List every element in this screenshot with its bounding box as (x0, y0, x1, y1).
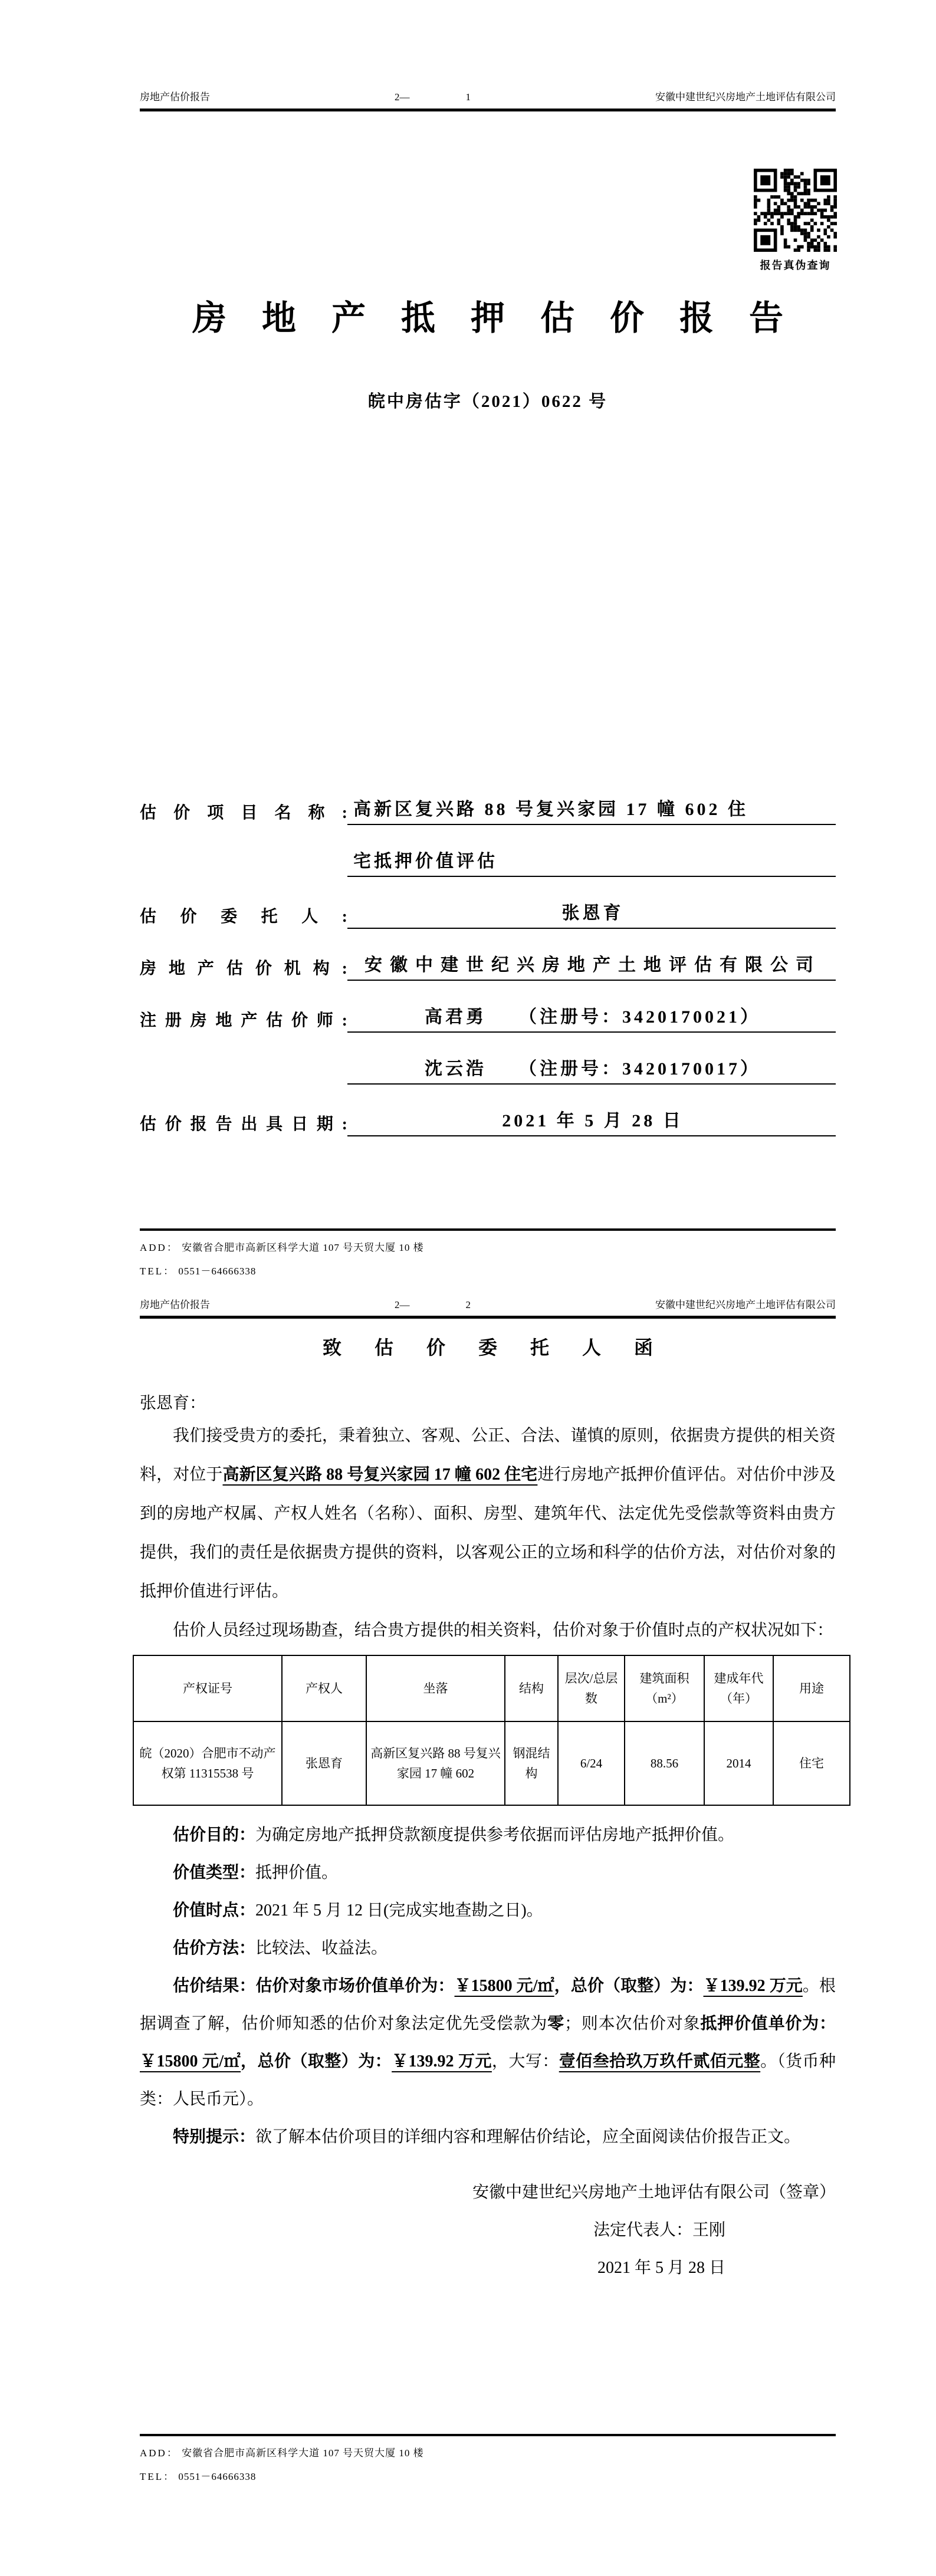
result-s5: 抵押价值单价为： (700, 2015, 836, 2033)
result-s4: ；则本次估价对象 (564, 2015, 701, 2033)
value-date-label: 价值时点： (173, 1901, 256, 1920)
value-date-text: 2021 年 5 月 12 日(完成实地查勘之日)。 (255, 1901, 543, 1920)
header-rule (140, 1316, 836, 1319)
total-price-market: ￥139.92 万元 (703, 1977, 803, 1995)
address-label: ADD： (140, 1242, 179, 1253)
header-company-name: 安徽中建世纪兴房地产土地评估有限公司 (655, 91, 836, 103)
footer-address: 安徽省合肥市高新区科学大道 107 号天贸大厦 10 楼 (182, 2447, 424, 2459)
footer-address-line (140, 2442, 836, 2465)
paragraph-survey: 估价人员经过现场勘查，结合贵方提供的相关资料，估价对象于价值时点的产权状况如下： (173, 1621, 834, 1639)
phone-label: TEL： (140, 1266, 176, 1277)
legal-representative: 法定代表人：王刚 (593, 2221, 725, 2239)
form-row-issue-date (140, 1109, 836, 1136)
header-report-type: 房地产估价报告 (140, 1299, 210, 1310)
footer-rule (140, 1228, 836, 1231)
cell-certificate-no: 皖（2020）合肥市不动产权第 11315538 号 (133, 1721, 282, 1805)
footer-phone: 0551－64666338 (178, 1266, 257, 1277)
page1-footer (140, 1236, 836, 1283)
purpose-item (140, 1816, 836, 1854)
client-label: 估价委托人: (140, 908, 347, 926)
table-row (133, 1721, 850, 1805)
col-year-built: 建成年代（年） (704, 1655, 773, 1721)
page-number: 2 (465, 1299, 471, 1310)
page-total-prefix: 2— (395, 91, 410, 103)
col-certificate-no: 产权证号 (133, 1655, 282, 1721)
value-type-text: 抵押价值。 (255, 1864, 339, 1882)
result-label: 估价结果： (173, 1977, 256, 1995)
total-price-mortgage: ￥139.92 万元 (392, 2052, 492, 2071)
footer-phone-line (140, 1260, 836, 1283)
project-name-value-line2: 宅抵押价值评估 (347, 849, 836, 877)
form-row-project-name (140, 797, 836, 825)
agency-value: 安徽中建世纪兴房地产土地评估有限公司 (347, 953, 836, 981)
result-s2: ，总价（取整）为： (554, 1977, 704, 1995)
qr-block (754, 169, 837, 272)
col-floor: 层次/总层数 (558, 1655, 625, 1721)
result-s7: ，大写： (491, 2052, 559, 2071)
letter-to-client (140, 1323, 836, 2287)
client-value: 张恩育 (347, 901, 836, 929)
notice-item (140, 2118, 836, 2156)
col-owner: 产权人 (282, 1655, 366, 1721)
result-s8: 。（货币种类：人民币元）。 (140, 2052, 836, 2108)
agency-label: 房地产估价机构: (140, 960, 347, 978)
form-row-agency (140, 953, 836, 981)
page-indicator (395, 1299, 471, 1311)
property-table (133, 1655, 850, 1806)
value-type-item (140, 1854, 836, 1892)
cell-year-built: 2014 (704, 1721, 773, 1805)
project-name-label: 估价项目名称: (140, 804, 347, 822)
page-total-prefix: 2— (395, 1299, 410, 1310)
zero-priority-payment: 零 (547, 2015, 564, 2033)
amount-in-words: 壹佰叁拾玖万玖仟贰佰元整 (559, 2052, 761, 2071)
p1-property-address: 高新区复兴路 88 号复兴家园 17 幢 602 住宅 (222, 1466, 538, 1484)
method-text: 比较法、收益法。 (255, 1939, 388, 1957)
purpose-label: 估价目的： (173, 1826, 256, 1844)
result-item (140, 1967, 836, 2118)
header-rule (140, 109, 836, 111)
appraiser-1-value: 高君勇 （注册号：3420170021） (347, 1005, 836, 1033)
col-structure: 结构 (505, 1655, 558, 1721)
salutation: 张恩育： (140, 1394, 206, 1412)
letter-title: 致估价委托人函 (322, 1337, 686, 1358)
cell-owner: 张恩育 (282, 1721, 366, 1805)
form-row-appraiser-2 (140, 1057, 836, 1085)
qr-caption: 报告真伪查询 (760, 259, 831, 271)
page-indicator (395, 91, 471, 103)
page2-footer (140, 2442, 836, 2489)
valuation-items (140, 1816, 836, 2156)
signature-company: 安徽中建世纪兴房地产土地评估有限公司（签章） (472, 2183, 836, 2202)
form-row-client (140, 901, 836, 929)
signature-date: 2021 年 5 月 28 日 (597, 2259, 725, 2277)
notice-text: 欲了解本估价项目的详细内容和理解估价结论，应全面阅读估价报告正文。 (255, 2128, 801, 2146)
header-company-name: 安徽中建世纪兴房地产土地评估有限公司 (655, 1299, 836, 1310)
form-row-project-name-cont (140, 849, 836, 877)
result-s3: 。根据调查了解，估价师知悉的估价对象法定优先受偿款为 (140, 1977, 836, 2033)
footer-rule (140, 2434, 836, 2436)
unit-price-mortgage: ￥15800 元/㎡ (140, 2052, 241, 2071)
footer-address-line (140, 1236, 836, 1260)
appraiser-label: 注册房地产估价师: (140, 1011, 347, 1030)
cell-use: 住宅 (773, 1721, 850, 1805)
qr-code (754, 169, 837, 252)
cell-floor: 6/24 (558, 1721, 625, 1805)
notice-label: 特别提示： (173, 2128, 256, 2146)
page1-running-header (140, 88, 836, 103)
p1-post: 进行房地产抵押价值评估。对估价中涉及到的房地产权属、产权人姓名（名称）、面积、房型、建筑年代、法定优先受偿款等资料由贵方提供，我们的责任是依据贵方提供的资料，以客观公正的立场和科学的估价方法，对估价对象的抵押价值进行评估。 (140, 1466, 836, 1601)
cell-structure: 钢混结构 (505, 1721, 558, 1805)
issue-date-value: 2021 年 5 月 28 日 (347, 1109, 836, 1136)
form-row-appraiser-1 (140, 1005, 836, 1033)
p1-pre: 我们接受贵方的委托，秉着独立、客观、公正、合法、谨慎的原则，依据贵方提供的相关资料，对位于 (140, 1427, 836, 1484)
signature-block (140, 2174, 836, 2287)
result-s1: 估价对象市场价值单价为： (255, 1977, 455, 1995)
cover-form (140, 797, 836, 1161)
method-label: 估价方法： (173, 1939, 256, 1957)
purpose-text: 为确定房地产抵押贷款额度提供参考依据而评估房地产抵押价值。 (255, 1826, 735, 1844)
col-use: 用途 (773, 1655, 850, 1721)
appraiser-2-value: 沈云浩 （注册号：3420170017） (347, 1057, 836, 1085)
phone-label: TEL： (140, 2471, 176, 2482)
value-type-label: 价值类型： (173, 1864, 256, 1882)
method-item (140, 1930, 836, 1967)
footer-phone-line (140, 2465, 836, 2489)
report-number: 皖中房估字（2021）0622 号 (367, 392, 608, 411)
footer-address: 安徽省合肥市高新区科学大道 107 号天贸大厦 10 楼 (182, 1242, 424, 1253)
address-label: ADD： (140, 2447, 179, 2459)
page-number: 1 (465, 91, 471, 103)
cell-floor-area: 88.56 (625, 1721, 704, 1805)
col-floor-area: 建筑面积（m²） (625, 1655, 704, 1721)
header-report-type: 房地产估价报告 (140, 91, 210, 103)
table-header-row (133, 1655, 850, 1721)
unit-price-market: ￥15800 元/㎡ (454, 1977, 554, 1995)
page2-running-header (140, 1296, 836, 1311)
result-s6: ，总价（取整）为： (241, 2052, 392, 2071)
report-title: 房地产抵押估价报告 (192, 299, 819, 337)
paragraph-engagement (140, 1417, 836, 1611)
col-location: 坐落 (366, 1655, 505, 1721)
cell-location: 高新区复兴路 88 号复兴家园 17 幢 602 (366, 1721, 505, 1805)
project-name-value-line1: 高新区复兴路 88 号复兴家园 17 幢 602 住 (347, 797, 836, 825)
issue-date-label: 估价报告出具日期: (140, 1115, 347, 1133)
value-date-item (140, 1892, 836, 1930)
footer-phone: 0551－64666338 (178, 2471, 257, 2482)
